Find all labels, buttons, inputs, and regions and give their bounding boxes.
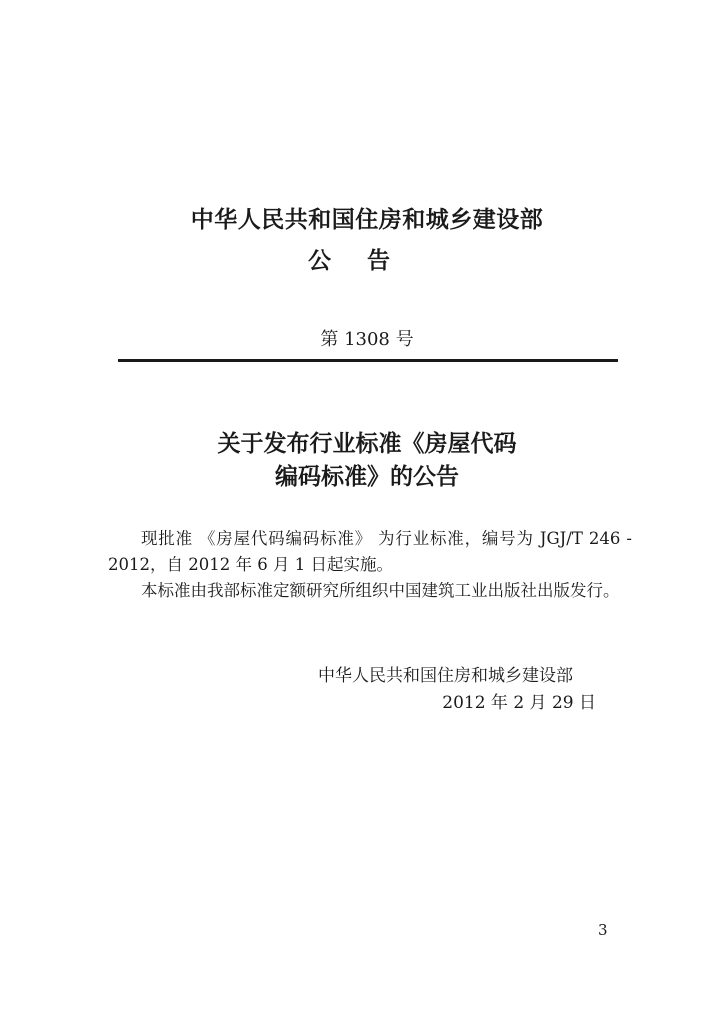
header-divider (118, 359, 618, 362)
issuer-title: 中华人民共和国住房和城乡建设部 (190, 207, 544, 233)
document-title-line-2: 编码标准》的公告 (275, 464, 459, 490)
body-paragraph-1: 现批准 《房屋代码编码标准》 为行业标准，编号为 JGJ/T 246 - 2012，自 2012 年 6 月 1 日起实施。 (108, 529, 632, 574)
signature-date: 2012 年 2 月 29 日 (442, 693, 596, 713)
body-paragraph-2: 本标准由我部标准定额研究所组织中国建筑工业出版社出版发行。 (141, 581, 620, 600)
document-title-line-1: 关于发布行业标准《房屋代码 (217, 431, 517, 457)
page-number: 3 (598, 921, 608, 939)
signature-block (318, 663, 608, 717)
notice-number: 第 1308 号 (320, 329, 414, 350)
document-title (0, 428, 706, 494)
document-body (108, 526, 632, 604)
signature-organization: 中华人民共和国住房和城乡建设部 (318, 666, 573, 686)
notice-heading: 公告 (308, 248, 426, 274)
